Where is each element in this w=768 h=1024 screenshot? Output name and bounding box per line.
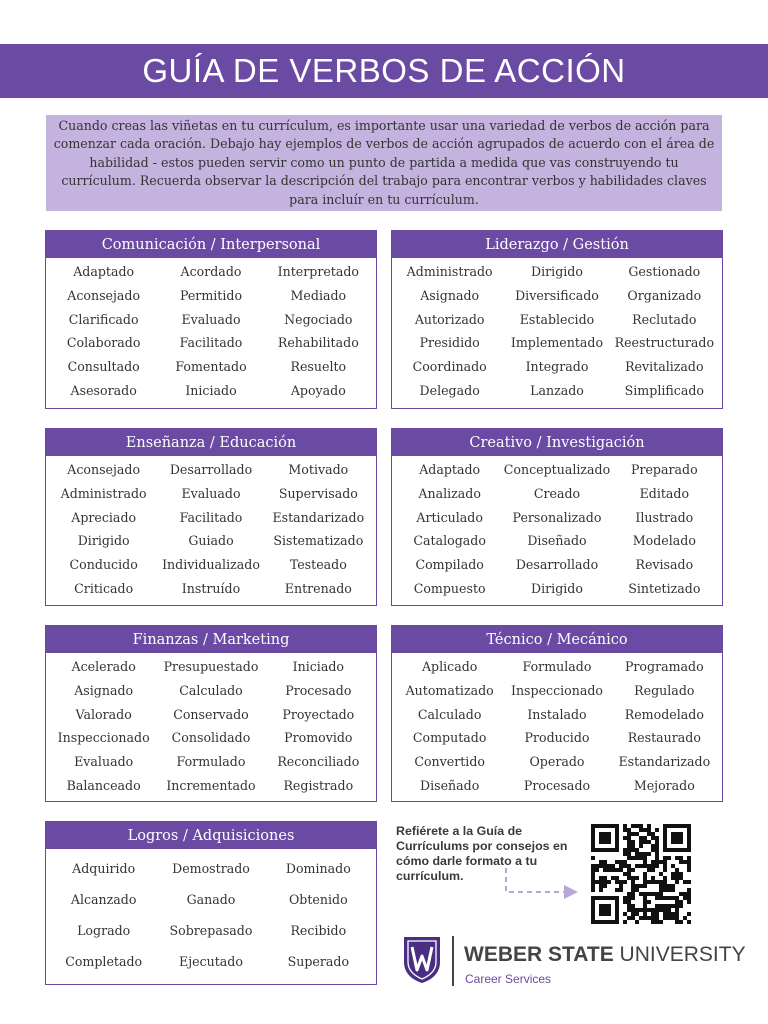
section-title: Finanzas / Marketing <box>46 626 376 653</box>
verb-item: Aconsejado <box>67 287 141 303</box>
verb-item: Revitalizado <box>625 359 704 375</box>
verb-grid <box>392 653 722 798</box>
verb-column <box>396 260 503 403</box>
verb-item: Coordinado <box>412 359 487 375</box>
verb-item: Iniciado <box>185 382 237 398</box>
verb-column <box>265 260 372 403</box>
verb-item: Facilitado <box>179 509 243 525</box>
verb-item: Analizado <box>418 485 481 501</box>
verb-item: Proyectado <box>282 706 355 722</box>
verb-grid <box>46 456 376 601</box>
verb-item: Producido <box>524 730 590 746</box>
verb-item: Reclutado <box>632 311 697 327</box>
verb-item: Iniciado <box>292 659 344 674</box>
verb-column <box>503 260 610 403</box>
verb-item: Sistematizado <box>273 533 364 549</box>
verb-item: Asignado <box>74 682 134 698</box>
verb-item: Formulado <box>176 754 246 770</box>
verb-item: Programado <box>624 659 704 674</box>
verb-item: Remodelado <box>624 706 704 722</box>
verb-item: Calculado <box>417 706 482 722</box>
verb-item: Presupuestado <box>163 659 259 674</box>
verb-item: Evaluado <box>74 754 134 770</box>
verb-item: Permitido <box>179 287 243 303</box>
verb-item: Estandarizado <box>618 754 711 770</box>
verb-column <box>396 458 503 601</box>
verb-item: Asignado <box>420 287 480 303</box>
verb-item: Diseñado <box>527 533 587 549</box>
verb-item: Acordado <box>180 264 242 279</box>
verb-item: Lanzado <box>530 382 584 398</box>
verb-column <box>50 853 157 977</box>
verb-item: Reconciliado <box>277 754 360 770</box>
verb-item: Asesorado <box>70 382 137 398</box>
reference-note: Refiérete a la Guía de Currículums por consejos en cómo darle formato a tu currículum. <box>396 824 568 883</box>
section-ensenanza <box>45 428 377 606</box>
verb-column <box>396 655 503 798</box>
verb-column <box>157 853 264 977</box>
verb-item: Superado <box>287 954 350 969</box>
verb-item: Regulado <box>634 682 695 698</box>
verb-item: Compilado <box>415 557 484 573</box>
verb-item: Convertido <box>414 754 485 770</box>
verb-item: Conceptualizado <box>503 462 611 477</box>
verb-item: Aconsejado <box>67 462 141 477</box>
logo-subtitle: Career Services <box>465 972 552 986</box>
verb-item: Valorado <box>75 706 132 722</box>
verb-item: Negociado <box>284 311 353 327</box>
verb-item: Consultado <box>67 359 140 375</box>
verb-item: Conservado <box>173 706 249 722</box>
verb-column <box>50 458 157 601</box>
verb-item: Dominado <box>285 861 351 876</box>
verb-column <box>611 260 718 403</box>
verb-column <box>611 458 718 601</box>
verb-column <box>157 260 264 403</box>
verb-item: Incrementado <box>166 777 256 793</box>
verb-item: Instalado <box>527 706 587 722</box>
verb-item: Ganado <box>186 892 236 907</box>
verb-item: Desarrollado <box>169 462 253 477</box>
verb-item: Modelado <box>632 533 696 549</box>
verb-item: Inspeccionado <box>510 682 604 698</box>
verb-item: Delegado <box>419 382 480 398</box>
verb-item: Criticado <box>74 580 134 596</box>
weber-state-shield-icon <box>403 934 441 984</box>
logo-name-rest: UNIVERSITY <box>613 943 746 966</box>
section-finanzas <box>45 625 377 802</box>
verb-item: Motivado <box>288 462 349 477</box>
verb-item: Articulado <box>416 509 483 525</box>
verb-item: Automatizado <box>405 682 494 698</box>
verb-grid <box>392 456 722 601</box>
verb-item: Acelerado <box>71 659 136 674</box>
section-title: Enseñanza / Educación <box>46 429 376 456</box>
logo-divider <box>452 936 454 986</box>
verb-item: Facilitado <box>179 335 243 351</box>
verb-item: Establecido <box>519 311 595 327</box>
verb-column <box>503 458 610 601</box>
verb-column <box>265 655 372 798</box>
verb-item: Clarificado <box>68 311 139 327</box>
verb-item: Mediado <box>290 287 347 303</box>
verb-item: Rehabilitado <box>277 335 359 351</box>
verb-item: Apoyado <box>290 382 346 398</box>
verb-item: Catalogado <box>413 533 486 549</box>
verb-item: Gestionado <box>628 264 701 279</box>
verb-item: Diversificado <box>515 287 599 303</box>
verb-item: Instruído <box>181 580 241 596</box>
verb-item: Presidido <box>419 335 480 351</box>
logo-name-bold: WEBER STATE <box>464 943 614 966</box>
page-title: GUÍA DE VERBOS DE ACCIÓN <box>142 52 626 89</box>
verb-item: Diseñado <box>420 777 480 793</box>
verb-item: Inspeccionado <box>57 730 150 746</box>
verb-item: Editado <box>639 485 690 501</box>
verb-item: Estandarizado <box>272 509 365 525</box>
verb-item: Preparado <box>630 462 698 477</box>
verb-item: Registrado <box>283 777 354 793</box>
verb-grid <box>392 258 722 403</box>
verb-item: Ilustrado <box>635 509 694 525</box>
verb-item: Mejorado <box>633 777 695 793</box>
verb-item: Personalizado <box>512 509 602 525</box>
verb-item: Calculado <box>179 682 243 698</box>
section-liderazgo <box>391 230 723 409</box>
verb-item: Organizado <box>627 287 702 303</box>
section-creativo <box>391 428 723 606</box>
dashed-arrow-icon <box>500 866 580 902</box>
verb-item: Sobrepasado <box>169 923 253 938</box>
verb-item: Consolidado <box>171 730 251 746</box>
verb-item: Simplificado <box>624 382 704 398</box>
verb-column <box>157 655 264 798</box>
verb-item: Demostrado <box>172 861 250 876</box>
verb-item: Logrado <box>77 923 131 938</box>
section-tecnico <box>391 625 723 802</box>
verb-item: Entrenado <box>284 580 352 596</box>
verb-item: Procesado <box>285 682 352 698</box>
section-logros <box>45 821 377 985</box>
verb-item: Restaurado <box>627 730 701 746</box>
verb-item: Obtenido <box>288 892 348 907</box>
verb-item: Completado <box>65 954 143 969</box>
verb-item: Operado <box>529 754 585 770</box>
section-title: Logros / Adquisiciones <box>46 822 376 849</box>
verb-item: Administrado <box>406 264 493 279</box>
verb-item: Desarrollado <box>515 557 599 573</box>
section-title: Creativo / Investigación <box>392 429 722 456</box>
verb-column <box>50 655 157 798</box>
verb-item: Individualizado <box>162 557 260 573</box>
intro-paragraph: Cuando creas las viñetas en tu currículum, es importante usar una variedad de verbos de acción para comenzar cada oración. Debajo hay ejemplos de verbos de acción agrupados de acuerdo con el área de habilidad - estos pueden servir como un punto de partida a medida que vas construyendo tu currículum. Recuerda observar la descripción del trabajo para encontrar verbos y habilidades claves para incluír en tu currículum. <box>46 115 722 211</box>
verb-column <box>50 260 157 403</box>
page-header <box>0 44 768 98</box>
verb-column <box>265 458 372 601</box>
verb-item: Alcanzado <box>70 892 137 907</box>
verb-grid <box>46 849 376 977</box>
verb-item: Guiado <box>188 533 234 549</box>
verb-item: Administrado <box>60 485 147 501</box>
verb-item: Aplicado <box>421 659 478 674</box>
verb-item: Formulado <box>522 659 592 674</box>
verb-item: Colaborado <box>66 335 141 351</box>
verb-item: Computado <box>412 730 487 746</box>
verb-column <box>611 655 718 798</box>
section-title: Comunicación / Interpersonal <box>46 231 376 258</box>
qr-code-icon[interactable] <box>591 824 691 924</box>
verb-item: Reestructurado <box>614 335 715 351</box>
verb-grid <box>46 258 376 403</box>
verb-item: Autorizado <box>414 311 485 327</box>
verb-item: Fomentado <box>175 359 247 375</box>
verb-item: Creado <box>533 485 581 501</box>
verb-item: Supervisado <box>278 485 358 501</box>
verb-item: Integrado <box>525 359 589 375</box>
verb-item: Apreciado <box>71 509 137 525</box>
section-title: Técnico / Mecánico <box>392 626 722 653</box>
verb-item: Sintetizado <box>628 580 701 596</box>
verb-item: Adquirido <box>72 861 136 876</box>
verb-column <box>157 458 264 601</box>
verb-item: Conducido <box>69 557 138 573</box>
verb-item: Evaluado <box>181 311 241 327</box>
verb-item: Evaluado <box>181 485 241 501</box>
verb-item: Adaptado <box>419 462 481 477</box>
verb-item: Recibido <box>290 923 347 938</box>
verb-item: Dirigido <box>531 264 583 279</box>
verb-item: Dirigido <box>531 580 583 596</box>
section-comunicacion <box>45 230 377 409</box>
logo-wordmark <box>464 943 746 967</box>
verb-column <box>503 655 610 798</box>
verb-item: Promovido <box>284 730 353 746</box>
verb-item: Revisado <box>635 557 694 573</box>
verb-item: Testeado <box>289 557 347 573</box>
verb-grid <box>46 653 376 798</box>
verb-item: Resuelto <box>290 359 347 375</box>
verb-item: Procesado <box>523 777 591 793</box>
verb-item: Adaptado <box>73 264 135 279</box>
section-title: Liderazgo / Gestión <box>392 231 722 258</box>
verb-item: Interpretado <box>277 264 360 279</box>
verb-item: Implementado <box>510 335 604 351</box>
verb-item: Compuesto <box>413 580 486 596</box>
verb-item: Balanceado <box>66 777 141 793</box>
verb-item: Dirigido <box>77 533 130 549</box>
verb-column <box>265 853 372 977</box>
verb-item: Ejecutado <box>179 954 243 969</box>
